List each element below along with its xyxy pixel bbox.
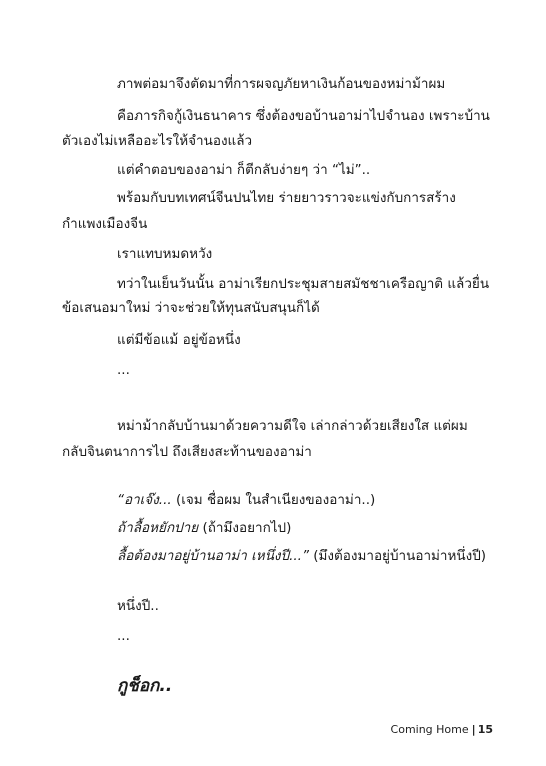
paragraph-line: ภาพต่อมาจึงตัดมาที่การผจญภัยหาเงินก้อนของหม่าม้าผม <box>117 76 446 92</box>
paragraph-line: แต่มีข้อแม้ อยู่ข้อหนึ่ง <box>117 332 241 348</box>
book-title: Coming Home <box>390 723 469 736</box>
paragraph-line: แต่คำตอบของอาม่า ก็ตีกลับง่ายๆ ว่า “ไม่”.. <box>117 162 371 178</box>
paragraph-line: เราแทบหมดหวัง <box>117 246 213 262</box>
dialogue-translation: (มึงต้องมาอยู่บ้านอาม่าหนึ่งปี) <box>308 548 487 564</box>
dialogue-translation: (เจม ชื่อผม ในสำเนียงของอาม่า..) <box>171 492 376 508</box>
paragraph-line: คือภารกิจกู้เงินธนาคาร ซึ่งต้องขอบ้านอาม่าไปจำนอง เพราะบ้าน <box>117 108 490 124</box>
closing-line: กูช็อก.. <box>117 676 173 696</box>
paragraph-line: กลับจินตนาการไป ถึงเสียงสะท้านของอาม่า <box>62 444 312 460</box>
paragraph-line: พร้อมกับบทเทศน์จีนปนไทย ร่ายยาวราวจะแข่งกับการสร้าง <box>117 190 456 206</box>
dialogue-quote: ลื้อต้องมาอยู่บ้านอาม่า เหนึ่งปี...” <box>117 548 309 564</box>
paragraph-line: กำแพงเมืองจีน <box>62 216 148 232</box>
paragraph-line: หม่าม้ากลับบ้านมาด้วยความดีใจ เล่ากล่าวด้วยเสียงใส แต่ผม <box>117 418 468 434</box>
dialogue-line <box>117 546 486 566</box>
dialogue-quote: ถ้าลื้อหยักปาย <box>117 520 199 536</box>
dialogue-line <box>117 490 375 510</box>
ellipsis-line: ... <box>117 362 130 378</box>
paragraph-line: ตัวเองไม่เหลืออะไรให้จำนองแล้ว <box>62 133 253 149</box>
dialogue-quote: “อาเจ๊ง... <box>117 492 172 508</box>
page-number: 15 <box>477 723 493 736</box>
footer-separator: | <box>471 723 476 736</box>
dialogue-translation: (ถ้ามึงอยากไป) <box>198 520 292 536</box>
ellipsis-line: ... <box>117 628 130 644</box>
paragraph-line: หนึ่งปี.. <box>117 598 159 614</box>
page-footer <box>391 723 493 736</box>
dialogue-line <box>117 518 291 538</box>
paragraph-line: ข้อเสนอมาใหม่ ว่าจะช่วยให้ทุนสนับสนุนก็ได้ <box>62 300 320 316</box>
paragraph-line: ทว่าในเย็นวันนั้น อาม่าเรียกประชุมสายสมัชชาเครือญาติ แล้วยื่น <box>117 276 490 292</box>
